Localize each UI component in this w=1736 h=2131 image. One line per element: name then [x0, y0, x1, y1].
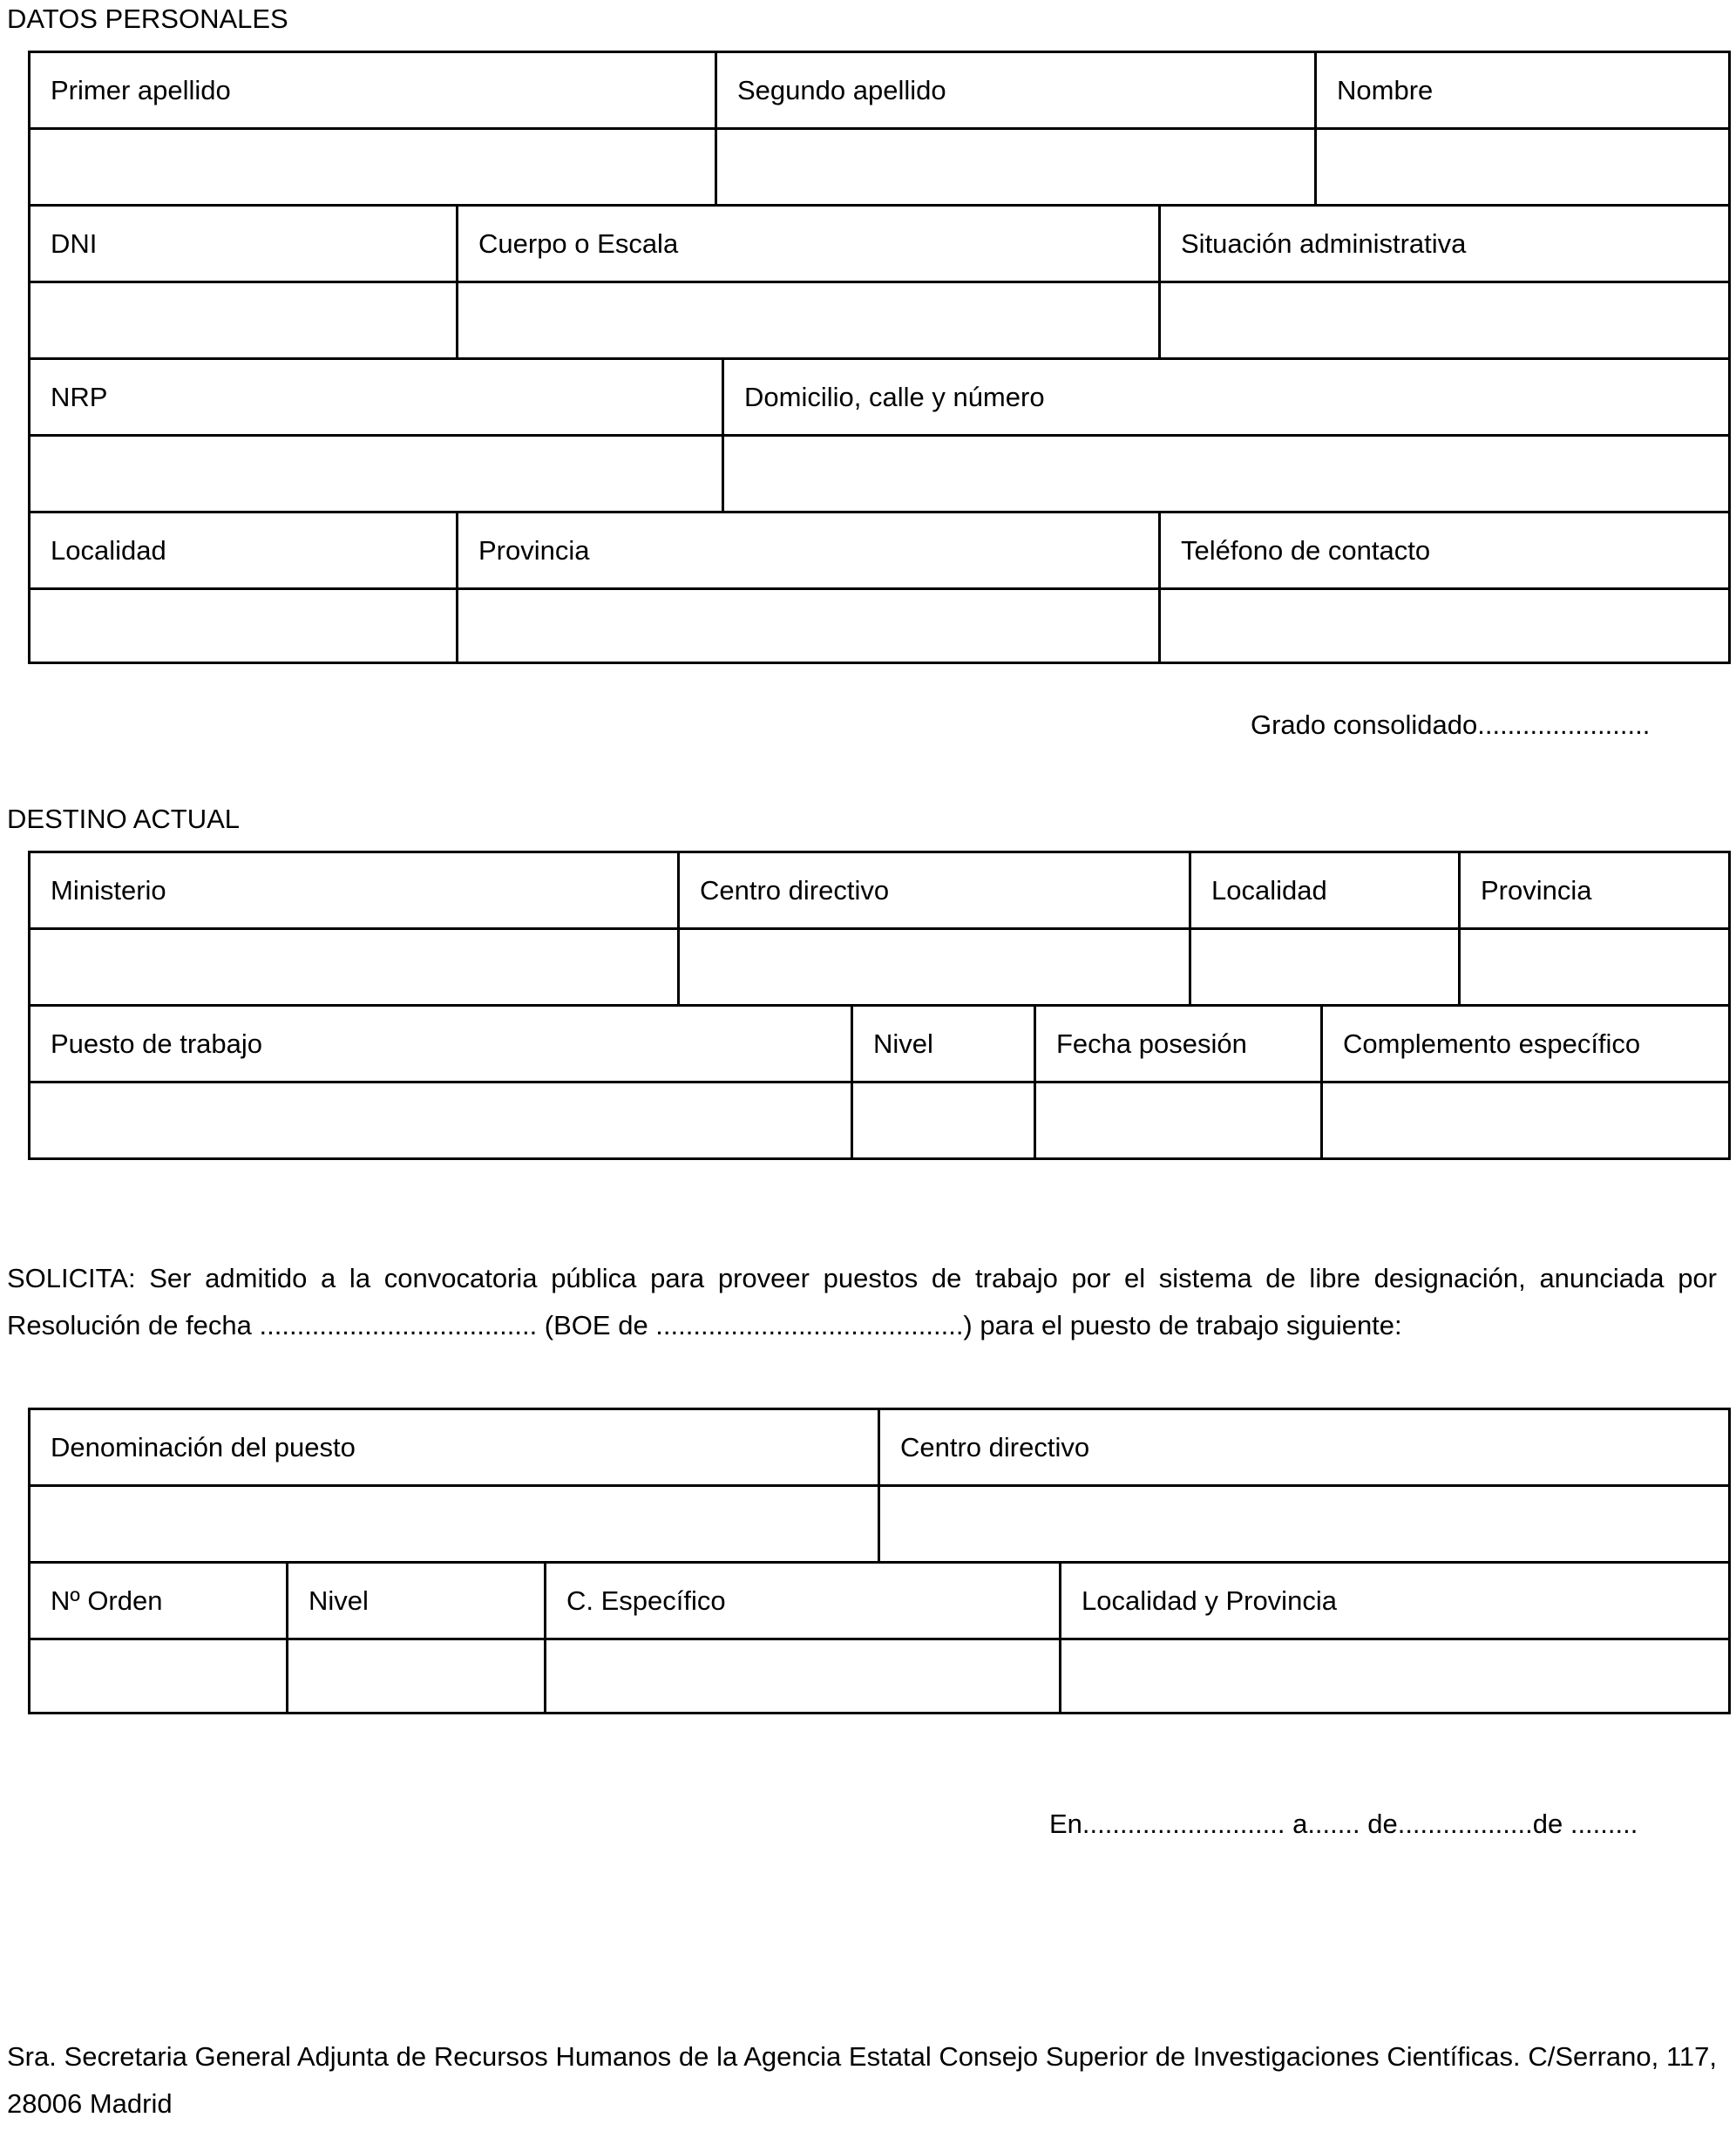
personal-row-names-labels	[28, 51, 1731, 127]
destino-row-ministerio-inputs	[28, 927, 1731, 1004]
nombre-label: Nombre	[1314, 51, 1731, 127]
ministerio-label: Ministerio	[28, 851, 677, 927]
denominacion-puesto-label: Denominación del puesto	[28, 1408, 878, 1484]
puesto-row-orden-labels	[28, 1561, 1731, 1638]
puesto-row-orden-inputs	[28, 1638, 1731, 1714]
destino-localidad-label: Localidad	[1189, 851, 1458, 927]
localidad-label: Localidad	[28, 511, 456, 587]
puesto-nivel-field[interactable]	[286, 1638, 544, 1714]
personal-row-names-inputs	[28, 127, 1731, 204]
localidad-provincia-label: Localidad y Provincia	[1059, 1561, 1731, 1638]
puesto-solicitado-form	[28, 1408, 1731, 1714]
domicilio-label: Domicilio, calle y número	[722, 357, 1731, 434]
destino-nivel-label: Nivel	[851, 1004, 1034, 1081]
situacion-administrativa-field[interactable]	[1158, 281, 1731, 357]
personal-row-nrp-labels	[28, 357, 1731, 434]
personal-row-dni-inputs	[28, 281, 1731, 357]
destino-provincia-field[interactable]	[1458, 927, 1731, 1004]
primer-apellido-label: Primer apellido	[28, 51, 715, 127]
grado-consolidado-line[interactable]: Grado consolidado.......................	[1251, 709, 1651, 740]
destino-nivel-field[interactable]	[851, 1081, 1034, 1160]
nrp-label: NRP	[28, 357, 722, 434]
lugar-fecha-line[interactable]: En........................... a....... de..................de .........	[1049, 1809, 1638, 1839]
puesto-row-denominacion-inputs	[28, 1484, 1731, 1561]
c-especifico-field[interactable]	[544, 1638, 1059, 1714]
denominacion-puesto-field[interactable]	[28, 1484, 878, 1561]
situacion-administrativa-label: Situación administrativa	[1158, 204, 1731, 281]
destino-localidad-field[interactable]	[1189, 927, 1458, 1004]
personal-row-localidad-labels	[28, 511, 1731, 587]
puesto-row-denominacion-labels	[28, 1408, 1731, 1484]
fecha-posesion-field[interactable]	[1034, 1081, 1320, 1160]
telefono-field[interactable]	[1158, 587, 1731, 664]
provincia-field[interactable]	[456, 587, 1158, 664]
numero-orden-field[interactable]	[28, 1638, 286, 1714]
puesto-centro-directivo-field[interactable]	[878, 1484, 1731, 1561]
localidad-provincia-field[interactable]	[1059, 1638, 1731, 1714]
nombre-field[interactable]	[1314, 127, 1731, 204]
cuerpo-escala-field[interactable]	[456, 281, 1158, 357]
provincia-label: Provincia	[456, 511, 1158, 587]
destino-provincia-label: Provincia	[1458, 851, 1731, 927]
destinatario-address: Sra. Secretaria General Adjunta de Recursos Humanos de la Agencia Estatal Consejo Superior de Investigaciones Científicas. C/Serrano, 117, 28006 Madrid	[7, 2041, 1717, 2119]
destino-row-puesto-labels	[28, 1004, 1731, 1081]
ministerio-field[interactable]	[28, 927, 677, 1004]
complemento-especifico-field[interactable]	[1320, 1081, 1731, 1160]
dni-label: DNI	[28, 204, 456, 281]
fecha-posesion-label: Fecha posesión	[1034, 1004, 1320, 1081]
personal-row-nrp-inputs	[28, 434, 1731, 511]
cuerpo-escala-label: Cuerpo o Escala	[456, 204, 1158, 281]
segundo-apellido-label: Segundo apellido	[715, 51, 1314, 127]
destino-row-puesto-inputs	[28, 1081, 1731, 1160]
telefono-label: Teléfono de contacto	[1158, 511, 1731, 587]
personal-section-title: DATOS PERSONALES	[7, 3, 288, 34]
numero-orden-label: Nº Orden	[28, 1561, 286, 1638]
primer-apellido-field[interactable]	[28, 127, 715, 204]
domicilio-field[interactable]	[722, 434, 1731, 511]
dni-field[interactable]	[28, 281, 456, 357]
centro-directivo-label: Centro directivo	[677, 851, 1189, 927]
puesto-trabajo-label: Puesto de trabajo	[28, 1004, 851, 1081]
complemento-especifico-label: Complemento específico	[1320, 1004, 1731, 1081]
nrp-field[interactable]	[28, 434, 722, 511]
centro-directivo-field[interactable]	[677, 927, 1189, 1004]
personal-data-form	[28, 51, 1731, 664]
puesto-nivel-label: Nivel	[286, 1561, 544, 1638]
c-especifico-label: C. Específico	[544, 1561, 1059, 1638]
solicita-paragraph: SOLICITA: Ser admitido a la convocatoria pública para proveer puestos de trabajo por el sistema de libre designación, anunciada por Resolución de fecha ..................................... (BOE de .........................................) para el puesto de trabajo siguiente:	[7, 1263, 1717, 1340]
puesto-trabajo-field[interactable]	[28, 1081, 851, 1160]
destino-actual-form	[28, 851, 1731, 1160]
puesto-centro-directivo-label: Centro directivo	[878, 1408, 1731, 1484]
localidad-field[interactable]	[28, 587, 456, 664]
segundo-apellido-field[interactable]	[715, 127, 1314, 204]
personal-row-localidad-inputs	[28, 587, 1731, 664]
personal-row-dni-labels	[28, 204, 1731, 281]
destino-section-title: DESTINO ACTUAL	[7, 804, 240, 834]
destino-row-ministerio-labels	[28, 851, 1731, 927]
